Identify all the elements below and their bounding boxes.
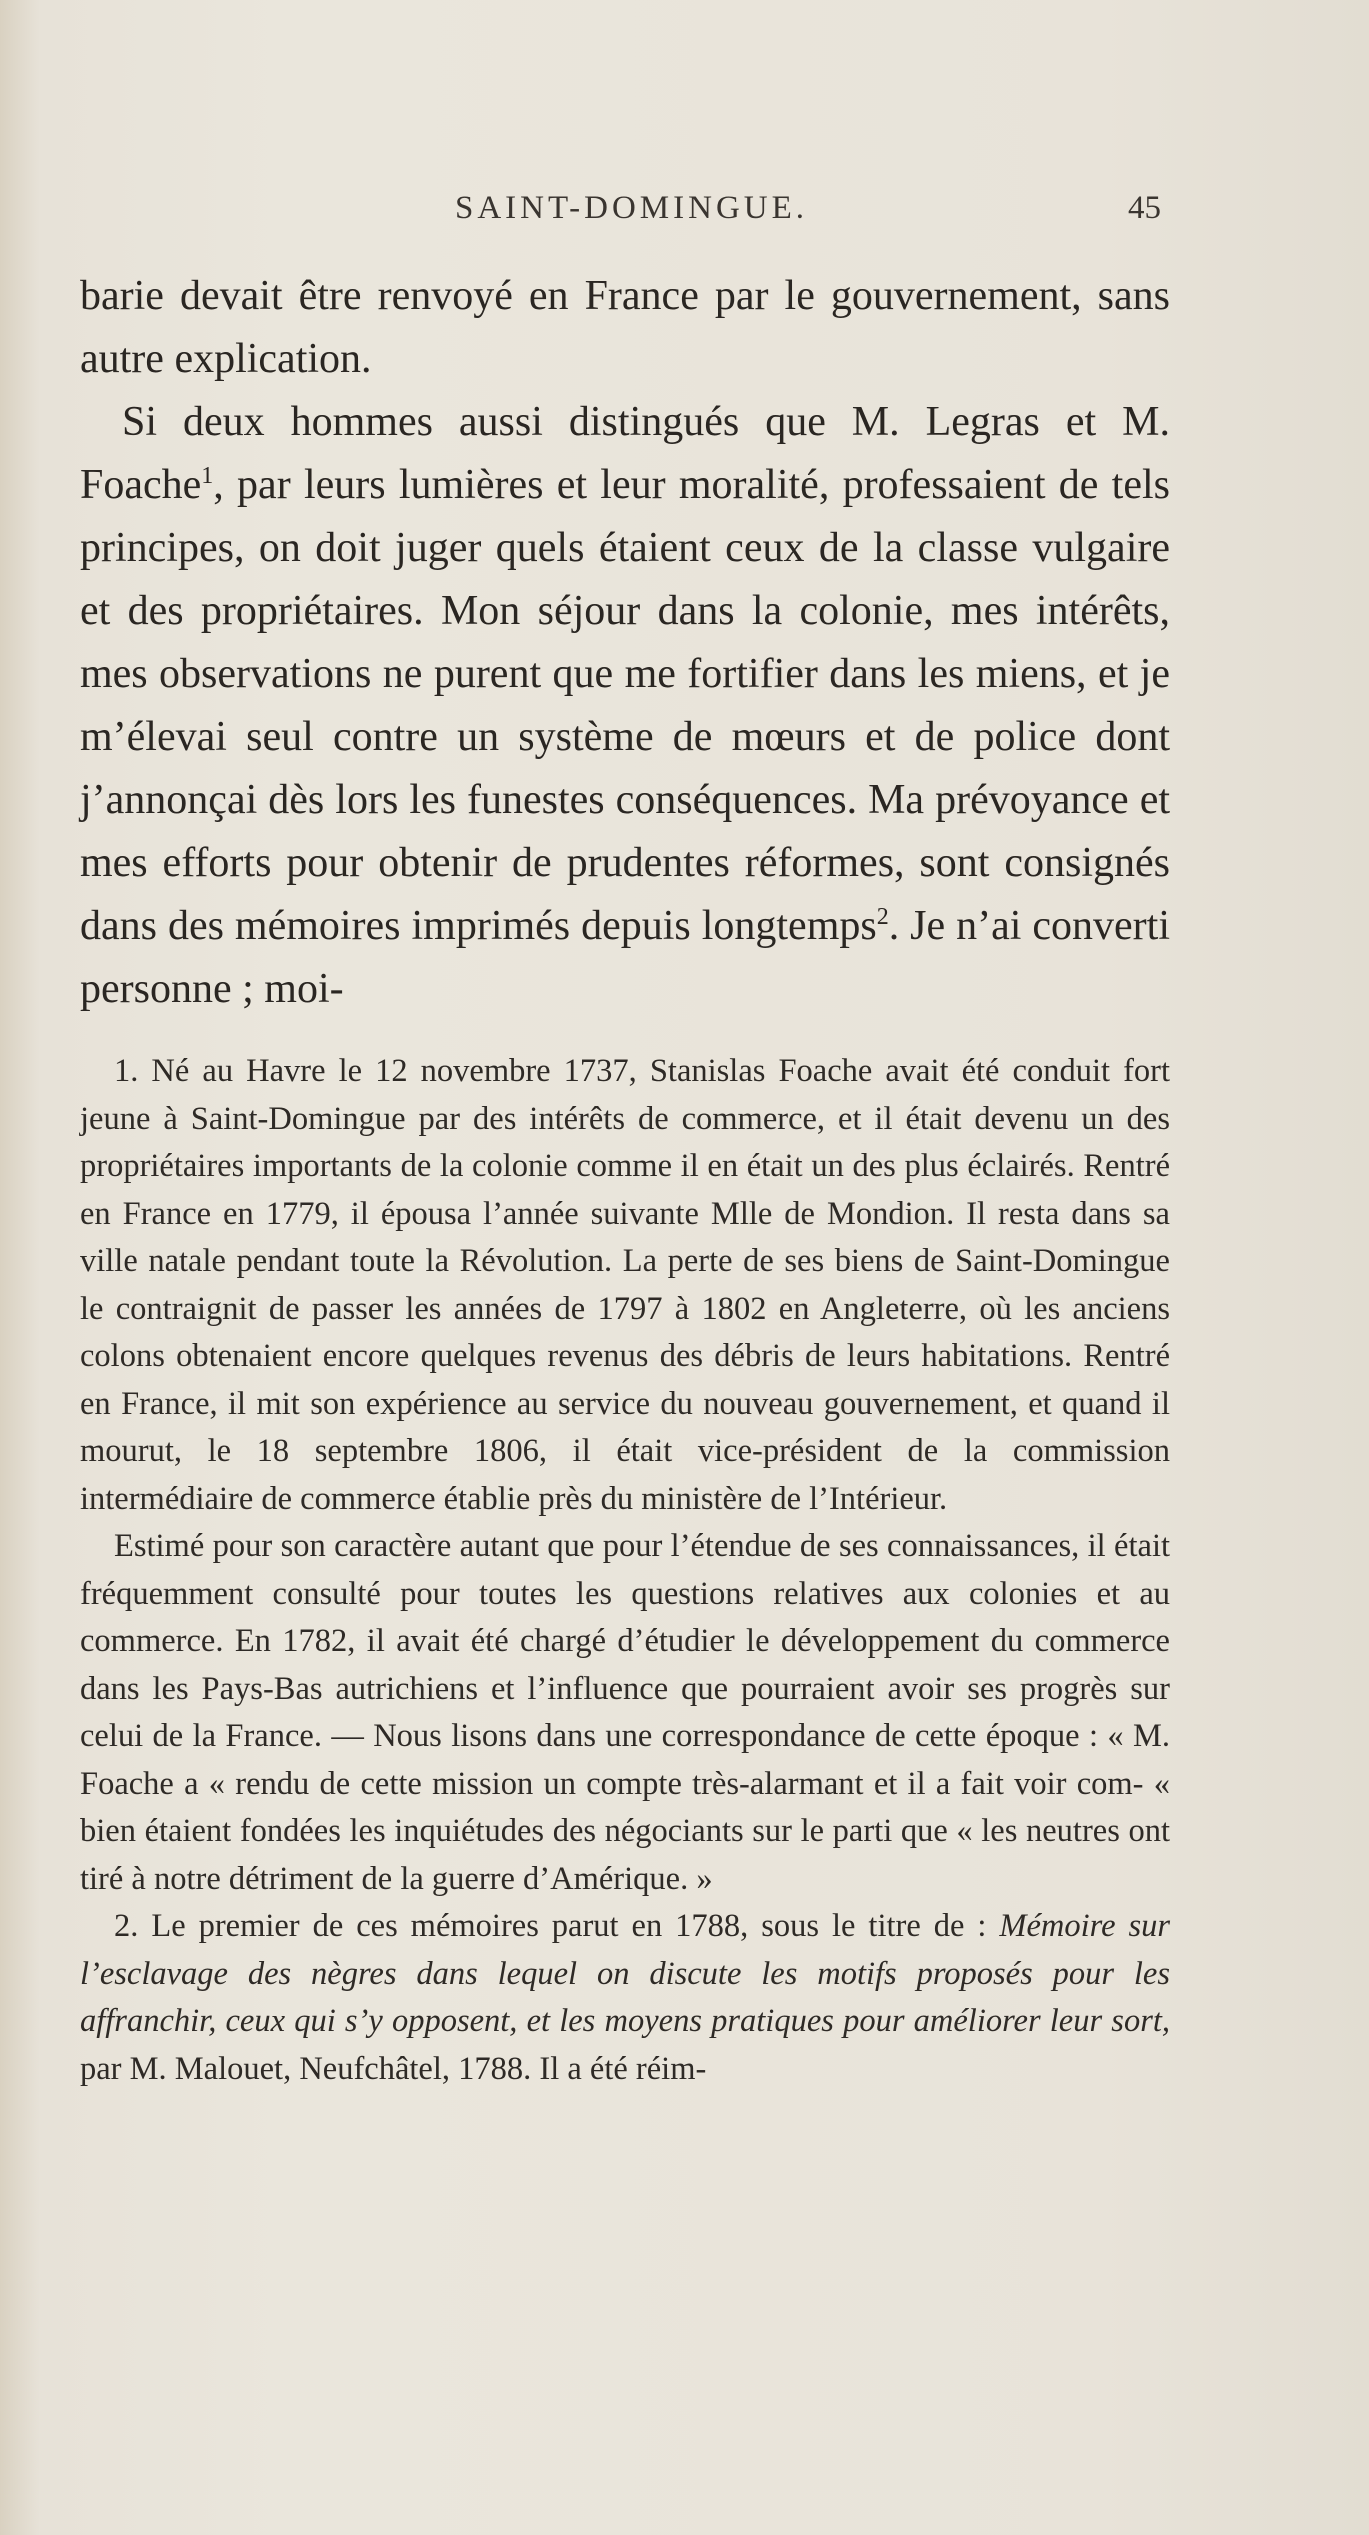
footnote-2-book-title: Mémoire sur l’esclavage des nègres dans lequel on discute les motifs proposés pour les affranchir, ceux qui s’y opposent, et les moyens pratiques pour améliorer leur sort,: [80, 1908, 1170, 2039]
footnotes: [80, 1048, 1170, 2093]
footnote-2-publication: par M. Malouet, Neufchâtel, 1788. Il a été réim-: [80, 2050, 707, 2087]
footnote-2: [80, 1903, 1170, 2093]
page-header: [0, 190, 1369, 240]
running-title: SAINT-DOMINGUE.: [455, 190, 809, 226]
paragraph-2-part-b: , par leurs lumières et leur moralité, professaient de tels principes, on doit juger quels étaient ceux de la classe vulgaire et des propriétaires. Mon séjour dans la colonie, mes intérêts, mes observations ne purent que me fortifier dans les miens, et je m’élevai seul contre un système de mœurs et de police dont j’annonçai dès lors les funestes conséquences. Ma prévoyance et mes efforts pour obtenir de prudentes réformes, sont consignés dans des mémoires imprimés depuis longtemps: [80, 462, 1170, 949]
footnote-2-intro: 2. Le premier de ces mémoires parut en 1788, sous le titre de :: [114, 1908, 987, 1944]
paragraph-1: barie devait être renvoyé en France par le gouvernement, sans autre explication.: [80, 273, 1170, 382]
main-text: [80, 265, 1170, 1021]
footnote-ref-1: 1: [201, 463, 214, 489]
page-number: 45: [1128, 190, 1161, 226]
footnote-1-continued: Estimé pour son caractère autant que pour l’étendue de ses connaissances, il était fréquemment consulté pour toutes les questions relatives aux colonies et au commerce. En 1782, il avait été chargé d’étudier le développement du commerce dans les Pays-Bas autrichiens et l’influence que pourraient avoir ses progrès sur celui de la France. — Nous lisons dans une correspondance de cette époque : « M. Foache a « rendu de cette mission un compte très-alarmant et il a fait voir com- « bien étaient fondées les inquiétudes des négociants sur le parti que « les neutres ont tiré à notre détriment de la guerre d’Amérique. »: [80, 1528, 1170, 1897]
paragraph-2-part-c: . Je n’ai converti personne ; moi-: [80, 903, 1171, 1012]
footnote-1: 1. Né au Havre le 12 novembre 1737, Stanislas Foache avait été conduit fort jeune à Saint-Domingue par des intérêts de commerce, et il était devenu un des propriétaires importants de la colonie comme il en était un des plus éclairés. Rentré en France en 1779, il épousa l’année suivante Mlle de Mondion. Il resta dans sa ville natale pendant toute la Révolution. La perte de ses biens de Saint-Domingue le contraignit de passer les années de 1797 à 1802 en Angleterre, où les anciens colons obtenaient encore quelques revenus des débris de leurs habitations. Rentré en France, il mit son expérience au service du nouveau gouvernement, et quand il mourut, le 18 septembre 1806, il était vice-président de la commission intermédiaire de commerce établie près du ministère de l’Intérieur.: [80, 1053, 1170, 1517]
paragraph-2: [80, 391, 1170, 1021]
footnote-ref-2: 2: [876, 904, 889, 930]
paragraph-2-part-a: Si deux hommes aussi distingués que M. Legras et M. Foache: [80, 399, 1170, 508]
